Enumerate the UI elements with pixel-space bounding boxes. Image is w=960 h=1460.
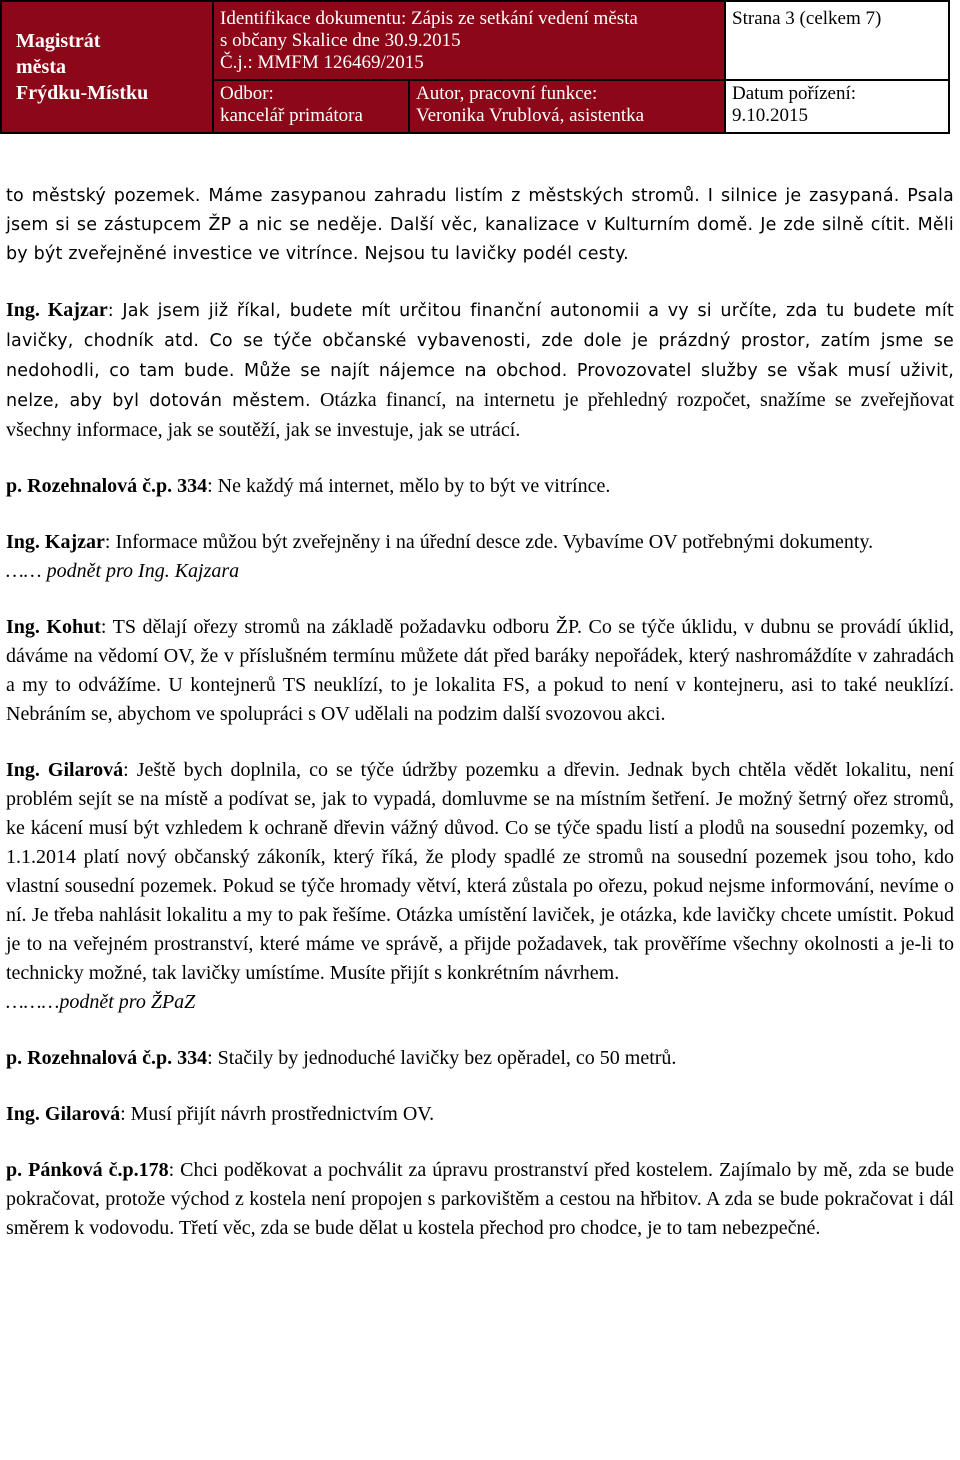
document-body: [6, 182, 954, 1243]
paragraph-continuation: [6, 182, 954, 269]
author-label: Autor, pracovní funkce:: [416, 83, 598, 105]
org-line-3: Frýdku-Místku: [16, 82, 149, 104]
org-line-2: města: [16, 56, 66, 78]
doc-id-line-2: s občany Skalice dne 30.9.2015: [220, 30, 461, 51]
paragraph-kajzar-2: [6, 528, 954, 557]
paragraph-rozehnalova-1: [6, 472, 954, 501]
paragraph-text: : Ne každý má internet, mělo by to být ve vitrínce.: [207, 475, 611, 497]
page-info: [725, 1, 949, 80]
org-line-1: Magistrát: [16, 30, 101, 52]
paragraph-kohut: [6, 613, 954, 729]
speaker-name: p. Pánková č.p.178: [6, 1159, 169, 1181]
page-number: Strana 3 (celkem 7): [732, 8, 882, 29]
paragraph-text: to městský pozemek. Máme zasypanou zahradu listím z městských stromů. I silnice je zasypaná. Psala jsem si se zástupcem ŽP a nic se neděje. Další věc, kanalizace v Kulturním domě. Je zde silně cítit. Měli by být zveřejněné investice ve vitrínce. Nejsou tu lavičky podél cesty.: [6, 186, 954, 264]
paragraph-text: : Ještě bych doplnila, co se týče údržby pozemku a dřevin. Jednak bych chtěla vědět lokalitu, není problém sejít se na místě a podívat se, jak to vypadá, domluvme se na místním šetření. Je možný šetrný ořez stromů, ke kácení musí být vzhledem k ochraně dřevin vážný důvod. Co se týče spadu listí a plodů na sousední pozemky, od 1.1.2014 platí nový občanský zákoník, který říká, že plody spadlé ze stromů na sousední pozemek jsou toho, kdo vlastní sousední pozemek. Pokud se týče hromady větví, která zůstala po ořezu, pokud nejsme informování, nevíme o ní. Je třeba nahlásit lokalitu a my to pak řešíme. Otázka umístění laviček, je otázka, kde lavičky chcete umístit. Pokud je to na veřejném prostranství, které máme ve správě, a přijde požadavek, tak prověříme všechny okolnosti a je-li to technicky možné, tak lavičky umístíme. Musíte přijít s konkrétním návrhem.: [6, 759, 955, 984]
department-label: Odbor:: [220, 83, 274, 105]
speaker-name: p. Rozehnalová č.p. 334: [6, 1047, 208, 1069]
paragraph-gilarova-1: [6, 756, 954, 988]
date-cell: [725, 80, 949, 133]
paragraph-text: : Informace můžou být zveřejněny i na úřední desce zde. Vybavíme OV potřebnými dokumenty.: [104, 531, 874, 553]
date-label: Datum pořízení:: [732, 83, 857, 105]
paragraph-rozehnalova-2: [6, 1044, 954, 1073]
paragraph-text: : TS dělají ořezy stromů na základě požadavku odboru ŽP. Co se týče úklidu, v dubnu se provádí úklid, dáváme na vědomí OV, že v příslušném termínu můžete dát před baráky nepořádek, který nashromáždíte v zahradách a my to odvážíme. U kontejnerů TS neuklízí, to je lokalita FS, a pokud to není v kontejneru, asi to také neuklízí. Nebráním se, abychom ve spolupráci s OV udělali na podzim další svozovou akci.: [6, 616, 955, 725]
doc-id-line-3: Č.j.: MMFM 126469/2015: [220, 52, 424, 73]
paragraph-text: : Jak jsem již říkal, budete mít určitou finanční autonomii a vy si určíte, zda tu budete mít lavičky, chodník atd. Co se týče občanské vybavenosti, zde dole je prázdný prostor, zatím jsme se nedohodli, co tam bude. Může se najít nájemce na obchod. Provozovatel služby se však musí uživit, nelze, aby byl dotován městem.: [6, 301, 954, 411]
department-cell: [213, 80, 409, 133]
paragraph-kajzar-1: [6, 296, 954, 445]
paragraph-text: : Chci poděkovat a pochválit za úpravu prostranství před kostelem. Zajímalo by mě, zda se bude pokračovat, protože východ z kostela není propojen s parkovištěm a cestou na hřbitov. A zda se bude pokračovat i dál směrem k vodovodu. Třetí věc, zda se bude dělat u kostela přechod pro chodce, je to tam nebezpečné.: [6, 1159, 954, 1239]
speaker-name: Ing. Gilarová: [6, 1103, 121, 1125]
department-value: kancelář primátora: [220, 105, 363, 127]
organization-name: [1, 1, 213, 133]
document-identification: [213, 1, 725, 80]
document-header: [0, 0, 950, 134]
author-cell: [409, 80, 725, 133]
speaker-name: Ing. Kajzar: [6, 299, 108, 321]
author-value: Veronika Vrublová, asistentka: [416, 105, 645, 127]
action-note-kajzar: …… podnět pro Ing. Kajzara: [6, 560, 240, 582]
paragraph-text-2: Otázka financí, na internetu je přehledný rozpočet, snažíme se zveřejňovat všechny informace, jak se soutěží, jak se investuje, jak se utrácí.: [6, 389, 955, 441]
paragraph-text: : Stačily by jednoduché lavičky bez opěradel, co 50 metrů.: [207, 1047, 677, 1069]
speaker-name: p. Rozehnalová č.p. 334: [6, 475, 208, 497]
paragraph-gilarova-2: [6, 1100, 954, 1129]
paragraph-text: : Musí přijít návrh prostřednictvím OV.: [120, 1103, 435, 1125]
date-value: 9.10.2015: [732, 105, 809, 127]
speaker-name: Ing. Gilarová: [6, 759, 124, 781]
speaker-name: Ing. Kajzar: [6, 531, 105, 553]
speaker-name: Ing. Kohut: [6, 616, 101, 638]
action-note-zpaz: ………podnět pro ŽPaZ: [6, 991, 196, 1013]
paragraph-pankova: [6, 1156, 954, 1243]
doc-id-line-1: Identifikace dokumentu: Zápis ze setkání vedení města: [220, 8, 638, 29]
